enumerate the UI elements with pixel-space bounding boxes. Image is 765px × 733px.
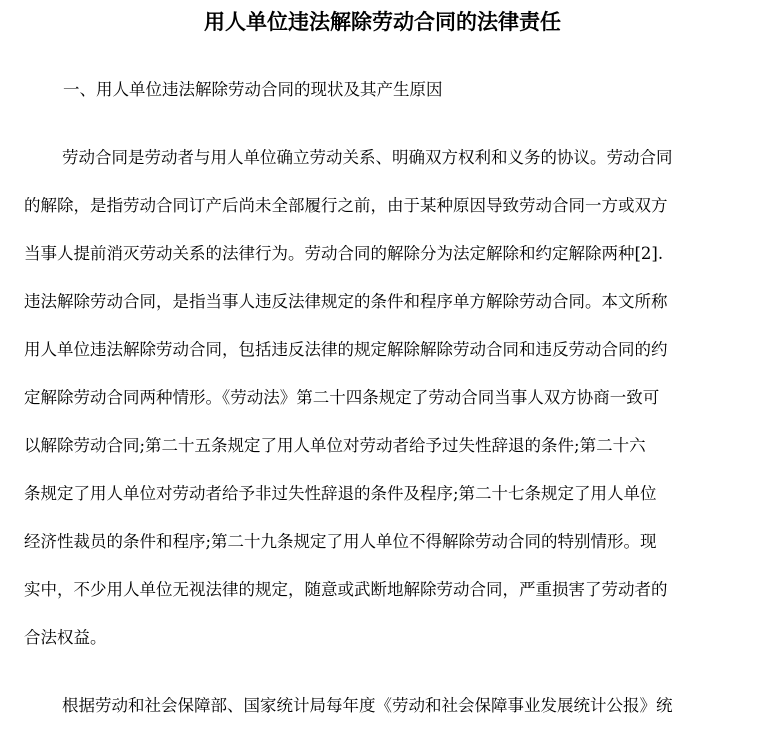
paragraph-1-line: 条规定了用人单位对劳动者给予非过失性辞退的条件及程序;第二十七条规定了用人单位 [24,484,657,503]
paragraph-1-line: 合法权益。 [24,628,107,647]
paragraph-1-line: 实中，不少用人单位无视法律的规定，随意或武断地解除劳动合同，严重损害了劳动者的 [24,580,668,599]
paragraph-1-line: 经济性裁员的条件和程序;第二十九条规定了用人单位不得解除劳动合同的特别情形。现 [24,532,657,551]
paragraph-1-line: 的解除，是指劳动合同订产后尚未全部履行之前，由于某种原因导致劳动合同一方或双方 [24,196,668,215]
paragraph-1-line: 定解除劳动合同两种情形。《劳动法》第二十四条规定了劳动合同当事人双方协商一致可 [24,388,660,407]
section-heading: 一、用人单位违法解除劳动合同的现状及其产生原因 [63,80,443,99]
document-title: 用人单位违法解除劳动合同的法律责任 [204,9,561,34]
paragraph-1-line: 用人单位违法解除劳动合同，包括违反法律的规定解除解除劳动合同和违反劳动合同的约 [24,340,668,359]
paragraph-1-line: 违法解除劳动合同，是指当事人违反法律规定的条件和程序单方解除劳动合同。本文所称 [24,292,668,311]
paragraph-1-line: 当事人提前消灭劳动关系的法律行为。劳动合同的解除分为法定解除和约定解除两种[2]. [24,244,664,263]
paragraph-1-line: 以解除劳动合同;第二十五条规定了用人单位对劳动者给予过失性辞退的条件;第二十六 [24,436,646,455]
paragraph-1-line: 劳动合同是劳动者与用人单位确立劳动关系、明确双方权利和义务的协议。劳动合同 [62,148,673,167]
paragraph-2-line: 根据劳动和社会保障部、国家统计局每年度《劳动和社会保障事业发展统计公报》统 [62,696,673,715]
